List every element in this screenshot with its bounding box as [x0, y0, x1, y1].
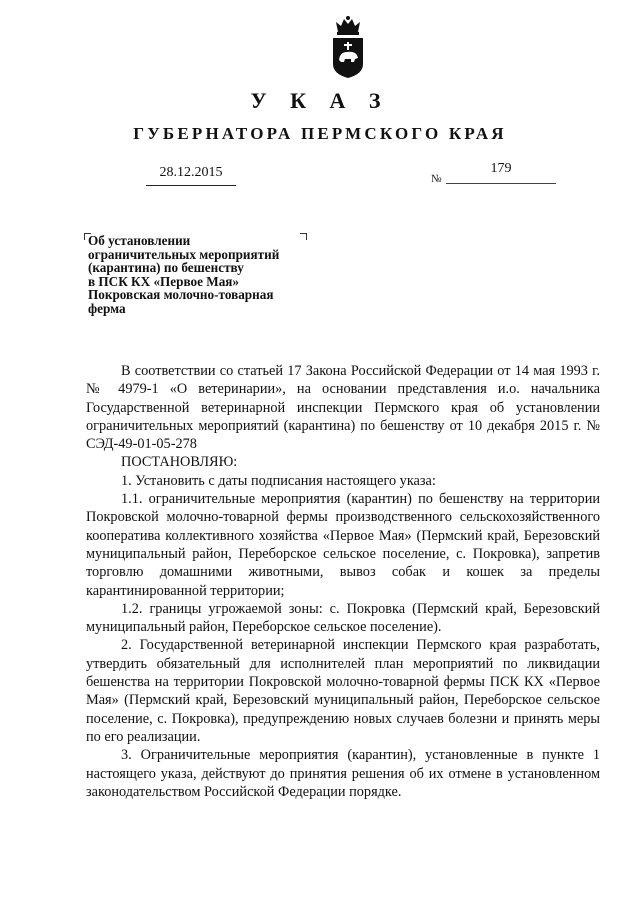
subject-line: (карантина) по бешенству — [88, 260, 244, 275]
body-paragraph-item-2: 2. Государственной ветеринарной инспекции Пермского края разработать, утвердить обязательный для исполнителей план мероприятий по ликвидации бешенства на территории Покровской молочно-товарной фермы ПСК КХ «Первое Мая» (Пермский край, Березовский муниципальный район, Переборское сельское поселение, с. Покровка), предупреждению новых случаев болезни и принять меры по его реализации. — [86, 637, 600, 745]
number-sign: № — [431, 173, 442, 185]
subject-line: ферма — [88, 300, 126, 316]
body-paragraph-item-3: 3. Ограничительные мероприятия (карантин), установленные в пункте 1 настоящего указа, действуют до принятия решения об их отмене в установленном законодательством Российской Федерации порядке. — [86, 747, 600, 800]
body-paragraph-preamble: В соответствии со статьей 17 Закона Российской Федерации от 14 мая 1993 г. № 4979-1 «О ветеринарии», на основании представления и.о. начальника Государственной ветеринарной инспекции Пермского края об установлении ограничительных мероприятий (карантина) по бешенству от 10 декабря 2015 г. № СЭД-49-01-05-278 — [86, 363, 600, 453]
body-paragraph-resolve: ПОСТАНОВЛЯЮ: — [121, 454, 238, 471]
subject-line: Об установлении — [88, 233, 191, 248]
coat-of-arms-emblem — [330, 14, 366, 80]
document-subject — [88, 234, 318, 315]
document-body — [86, 362, 600, 801]
subject-line: Покровская молочно-товарная — [88, 287, 274, 302]
body-paragraph-item-1-1: 1.1. ограничительные мероприятия (карантин) по бешенству на территории Покровской молочно-товарной фермы производственного сельскохозяйственного кооператива коллективного хозяйства «Первое Мая» (Пермский край, Березовский муниципальный район, Переборское сельское поселение, с. Покровка), запретив торговлю домашними животными, вывоз собак и кошек за пределы карантинированной территории; — [86, 491, 600, 599]
subject-line: в ПСК КХ «Первое Мая» — [88, 273, 240, 289]
body-paragraph-item-1: 1. Установить с даты подписания настоящего указа: — [121, 472, 436, 489]
subject-line: ограничительных мероприятий — [88, 246, 280, 262]
document-date: 28.12.2015 — [146, 165, 236, 186]
document-subtitle: ГУБЕРНАТОРА ПЕРМСКОГО КРАЯ — [133, 124, 507, 143]
document-title: У К А З — [250, 88, 390, 113]
document-number: 179 — [446, 161, 556, 184]
body-paragraph-item-1-2: 1.2. границы угрожаемой зоны: с. Покровка (Пермский край, Березовский муниципальный район, Переборское сельское поселение). — [86, 600, 600, 636]
